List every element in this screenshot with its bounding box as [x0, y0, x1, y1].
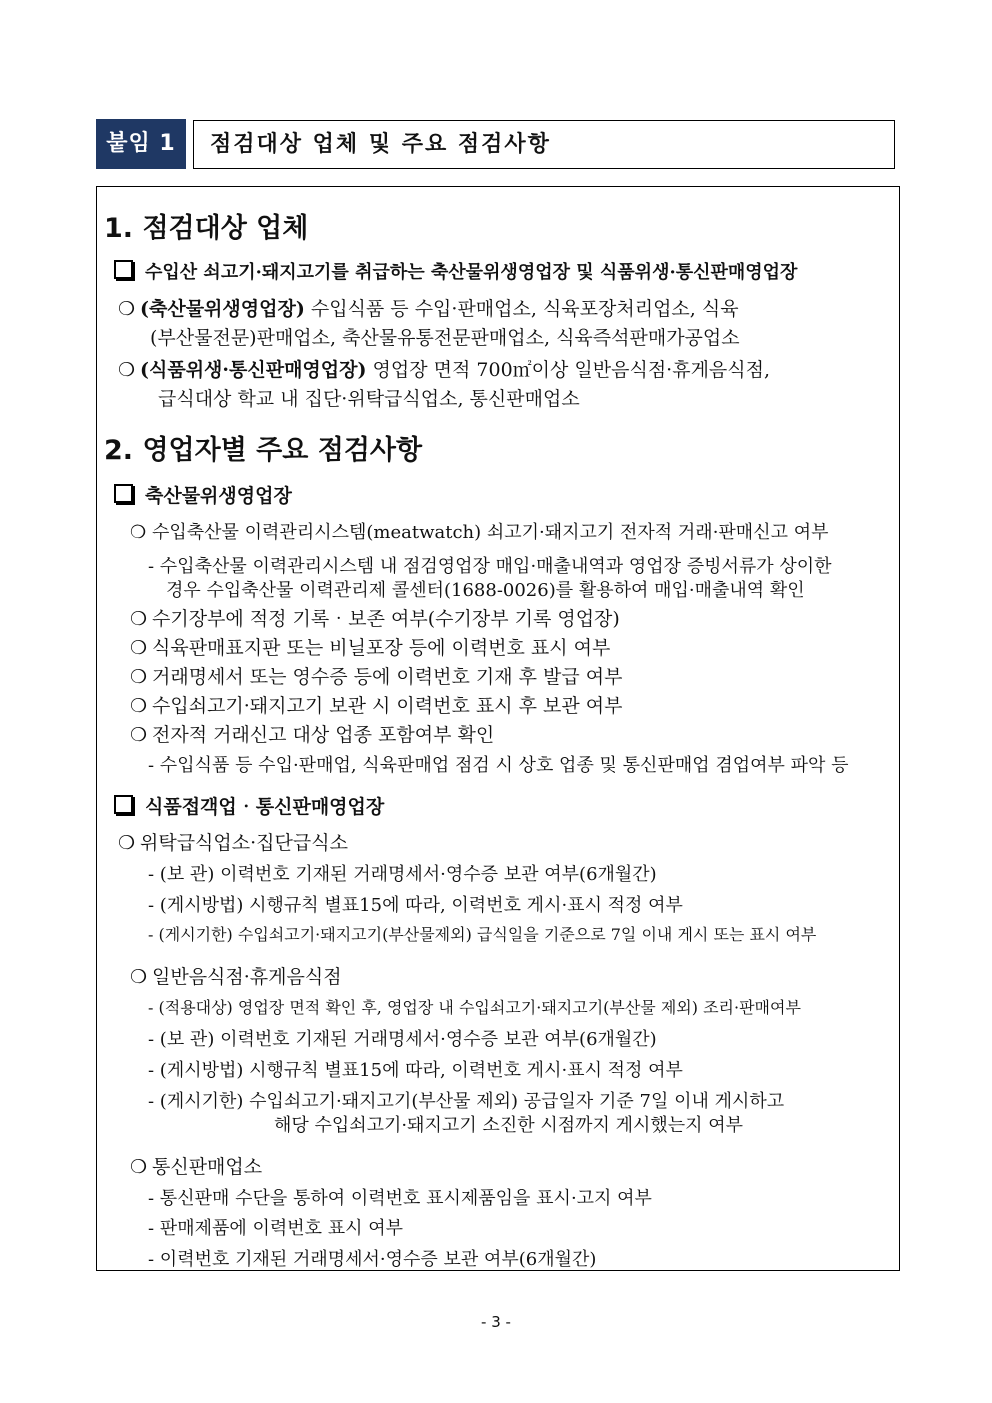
section1-heading: 1. 점검대상 업체 [104, 213, 309, 244]
circle-bullet-icon: ❍ [130, 637, 148, 659]
section1-item1-line1: ❍ (축산물위생영업장) 수입식품 등 수입·판매업소, 식육포장처리업소, 식육 [118, 298, 739, 320]
box1-title: 축산물위생영업장 [114, 481, 292, 508]
section2-heading: 2. 영업자별 주요 점검사항 [104, 435, 423, 466]
b6: ❍ 전자적 거래신고 대상 업종 포함여부 확인 [130, 724, 495, 746]
page-title: 점검대상 업체 및 주요 점검사항 [210, 132, 551, 157]
circle-bullet-icon: ❍ [118, 359, 136, 381]
c1: ❍ 위탁급식업소·집단급식소 [118, 832, 348, 854]
section1-item2-line1: ❍ (식품위생·통신판매영업장) 영업장 면적 700㎡이상 일반음식점·휴게음식점, [118, 359, 771, 381]
attachment-badge: 붙임 1 [96, 119, 186, 169]
b1-sub1: - 수입축산물 이력관리시스템 내 점검영업장 매입·매출내역과 영업장 증빙서류가 상이한 [148, 556, 832, 577]
c3: ❍ 통신판매업소 [130, 1156, 263, 1178]
c3-s3: - 이력번호 기재된 거래명세서·영수증 보관 여부(6개월간) [148, 1249, 597, 1270]
b1-sub2: 경우 수입축산물 이력관리제 콜센터(1688-0026)를 활용하여 매입·매출내역 확인 [166, 580, 805, 601]
title-box [193, 120, 895, 169]
c1-s1: - (보 관) 이력번호 기재된 거래명세서·영수증 보관 여부(6개월간) [148, 864, 657, 885]
section1-item1-line2: (부산물전문)판매업소, 축산물유통전문판매업소, 식육즉석판매가공업소 [150, 327, 740, 349]
box2-title: 식품접객업‧통신판매영업장 [114, 792, 384, 819]
b2: ❍ 수기장부에 적정 기록‧보존 여부(수기장부 기록 영업장) [130, 608, 620, 630]
circle-bullet-icon: ❍ [130, 666, 148, 688]
b4: ❍ 거래명세서 또는 영수증 등에 이력번호 기재 후 발급 여부 [130, 666, 623, 688]
c1-s2: - (게시방법) 시행규칙 별표15에 따라, 이력번호 게시·표시 적정 여부 [148, 895, 683, 916]
b5: ❍ 수입쇠고기·돼지고기 보관 시 이력번호 표시 후 보관 여부 [130, 695, 623, 717]
circle-bullet-icon: ❍ [130, 966, 148, 988]
circle-bullet-icon: ❍ [130, 724, 148, 746]
circle-bullet-icon: ❍ [130, 608, 148, 630]
c2-s3: - (게시방법) 시행규칙 별표15에 따라, 이력번호 게시·표시 적정 여부 [148, 1060, 683, 1081]
checkbox-square-icon [114, 795, 133, 814]
page-number: - 3 - [481, 1313, 511, 1331]
c2: ❍ 일반음식점·휴게음식점 [130, 966, 342, 988]
section1-box-title: 수입산 쇠고기·돼지고기를 취급하는 축산물위생영업장 및 식품위생·통신판매영업장 [114, 258, 797, 284]
c3-s1: - 통신판매 수단을 통하여 이력번호 표시제품임을 표시·고지 여부 [148, 1188, 652, 1209]
c2-s4b: 해당 수입쇠고기·돼지고기 소진한 시점까지 게시했는지 여부 [274, 1115, 744, 1136]
circle-bullet-icon: ❍ [130, 695, 148, 717]
b3: ❍ 식육판매표지판 또는 비닐포장 등에 이력번호 표시 여부 [130, 637, 611, 659]
c2-s1: - (적용대상) 영업장 면적 확인 후, 영업장 내 수입쇠고기·돼지고기(부산물 제외) 조리·판매여부 [148, 998, 801, 1017]
checkbox-square-icon [114, 260, 133, 279]
circle-bullet-icon: ❍ [130, 522, 147, 543]
checkbox-square-icon [114, 484, 133, 503]
c1-s3: - (게시기한) 수입쇠고기·돼지고기(부산물제외) 급식일을 기준으로 7일 이내 게시 또는 표시 여부 [148, 925, 817, 944]
c2-s4a: - (게시기한) 수입쇠고기·돼지고기(부산물 제외) 공급일자 기준 7일 이내 게시하고 [148, 1091, 785, 1112]
section1-item2-line2: 급식대상 학교 내 집단·위탁급식업소, 통신판매업소 [158, 388, 580, 410]
b1: ❍ 수입축산물 이력관리시스템(meatwatch) 쇠고기·돼지고기 전자적 거래·판매신고 여부 [130, 522, 829, 543]
circle-bullet-icon: ❍ [118, 298, 136, 320]
c3-s2: - 판매제품에 이력번호 표시 여부 [148, 1218, 404, 1239]
circle-bullet-icon: ❍ [130, 1156, 148, 1178]
c2-s2: - (보 관) 이력번호 기재된 거래명세서·영수증 보관 여부(6개월간) [148, 1029, 657, 1050]
b6-sub: - 수입식품 등 수입·판매업, 식육판매업 점검 시 상호 업종 및 통신판매업 겸업여부 파악 등 [148, 755, 849, 776]
circle-bullet-icon: ❍ [118, 832, 136, 854]
